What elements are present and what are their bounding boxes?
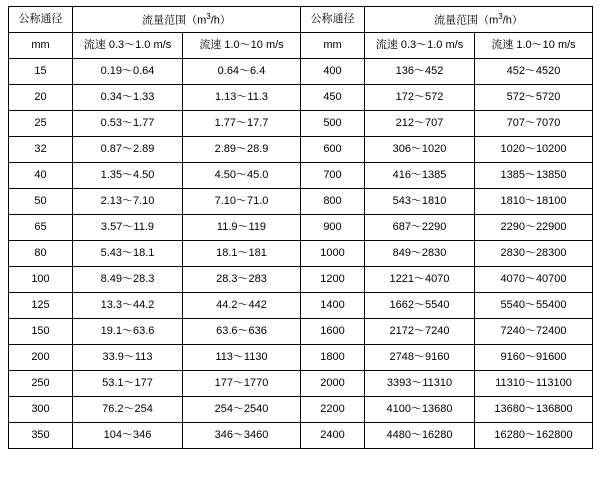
cell-dn-right: 1200	[301, 267, 365, 293]
table-body	[9, 59, 593, 449]
cell-low-left: 3.57～11.9	[73, 215, 183, 241]
table-row	[9, 59, 593, 85]
cell-dn-right: 1600	[301, 319, 365, 345]
cell-dn-left: 350	[9, 423, 73, 449]
table-row	[9, 215, 593, 241]
cell-dn-right: 400	[301, 59, 365, 85]
cell-high-right: 13680～136800	[475, 397, 593, 423]
cell-high-left: 28.3～283	[183, 267, 301, 293]
cell-low-right: 687～2290	[365, 215, 475, 241]
cell-high-left: 0.64～6.4	[183, 59, 301, 85]
header-velocity-high-left: 流速 1.0～10 m/s	[183, 33, 301, 59]
cell-high-left: 4.50～45.0	[183, 163, 301, 189]
table-row	[9, 293, 593, 319]
cell-dn-right: 800	[301, 189, 365, 215]
header-flow-range-right	[365, 7, 593, 33]
cell-low-left: 33.9～113	[73, 345, 183, 371]
cell-high-right: 7240～72400	[475, 319, 593, 345]
cell-high-right: 11310～113100	[475, 371, 593, 397]
cell-dn-left: 50	[9, 189, 73, 215]
cell-low-left: 19.1～63.6	[73, 319, 183, 345]
cell-high-left: 18.1～181	[183, 241, 301, 267]
cell-low-right: 172～572	[365, 85, 475, 111]
cell-low-left: 0.19～0.64	[73, 59, 183, 85]
flow-range-table	[8, 6, 593, 449]
cell-dn-left: 150	[9, 319, 73, 345]
cell-high-left: 1.77～17.7	[183, 111, 301, 137]
cell-dn-left: 200	[9, 345, 73, 371]
cell-low-left: 13.3～44.2	[73, 293, 183, 319]
cell-dn-left: 15	[9, 59, 73, 85]
cell-low-right: 416～1385	[365, 163, 475, 189]
header-flow-range-left	[73, 7, 301, 33]
table-row	[9, 345, 593, 371]
header-velocity-low-right: 流速 0.3～1.0 m/s	[365, 33, 475, 59]
cell-high-right: 16280～162800	[475, 423, 593, 449]
cell-high-right: 9160～91600	[475, 345, 593, 371]
cell-dn-right: 1000	[301, 241, 365, 267]
cell-high-right: 1810～18100	[475, 189, 593, 215]
table-header-row-sub	[9, 33, 593, 59]
cell-low-left: 1.35～4.50	[73, 163, 183, 189]
cell-low-right: 543～1810	[365, 189, 475, 215]
header-flow-range-left-sup: 3	[206, 11, 211, 21]
cell-low-right: 1221～4070	[365, 267, 475, 293]
table-header-row-main	[9, 7, 593, 33]
header-velocity-high-right: 流速 1.0～10 m/s	[475, 33, 593, 59]
cell-low-left: 53.1～177	[73, 371, 183, 397]
cell-dn-left: 20	[9, 85, 73, 111]
cell-low-left: 104～346	[73, 423, 183, 449]
header-unit-mm-left: mm	[9, 33, 73, 59]
table-row	[9, 397, 593, 423]
cell-dn-right: 600	[301, 137, 365, 163]
cell-high-right: 1385～13850	[475, 163, 593, 189]
cell-high-right: 1020～10200	[475, 137, 593, 163]
table-row	[9, 319, 593, 345]
table-row	[9, 163, 593, 189]
cell-dn-left: 32	[9, 137, 73, 163]
header-nominal-diameter-right: 公称通径	[301, 7, 365, 33]
table-row	[9, 267, 593, 293]
cell-high-left: 177～1770	[183, 371, 301, 397]
header-flow-range-right-sup: 3	[498, 11, 503, 21]
cell-dn-right: 900	[301, 215, 365, 241]
cell-low-right: 4100～13680	[365, 397, 475, 423]
table-row	[9, 189, 593, 215]
cell-dn-right: 1400	[301, 293, 365, 319]
table-row	[9, 423, 593, 449]
cell-dn-right: 2000	[301, 371, 365, 397]
cell-dn-right: 2400	[301, 423, 365, 449]
cell-high-right: 707～7070	[475, 111, 593, 137]
cell-low-left: 0.87～2.89	[73, 137, 183, 163]
cell-high-right: 5540～55400	[475, 293, 593, 319]
cell-dn-left: 125	[9, 293, 73, 319]
cell-dn-left: 40	[9, 163, 73, 189]
cell-low-left: 0.34～1.33	[73, 85, 183, 111]
cell-high-left: 63.6～636	[183, 319, 301, 345]
table-row	[9, 111, 593, 137]
cell-high-left: 346～3460	[183, 423, 301, 449]
cell-low-right: 212～707	[365, 111, 475, 137]
cell-high-right: 572～5720	[475, 85, 593, 111]
cell-high-left: 254～2540	[183, 397, 301, 423]
cell-dn-left: 100	[9, 267, 73, 293]
cell-dn-right: 1800	[301, 345, 365, 371]
header-unit-mm-right: mm	[301, 33, 365, 59]
cell-dn-right: 500	[301, 111, 365, 137]
cell-high-right: 452～4520	[475, 59, 593, 85]
cell-dn-left: 80	[9, 241, 73, 267]
cell-high-right: 2830～28300	[475, 241, 593, 267]
table-row	[9, 241, 593, 267]
cell-low-right: 4480～16280	[365, 423, 475, 449]
cell-low-left: 5.43～18.1	[73, 241, 183, 267]
header-velocity-low-left: 流速 0.3～1.0 m/s	[73, 33, 183, 59]
cell-high-right: 4070～40700	[475, 267, 593, 293]
cell-high-right: 2290～22900	[475, 215, 593, 241]
header-flow-range-left-tail: /h）	[210, 14, 231, 27]
cell-high-left: 113～1130	[183, 345, 301, 371]
header-flow-range-right-tail: /h）	[502, 14, 523, 27]
cell-high-left: 1.13～11.3	[183, 85, 301, 111]
header-flow-range-right-text: 流量范围（m	[434, 14, 499, 27]
cell-dn-left: 250	[9, 371, 73, 397]
table-row	[9, 137, 593, 163]
cell-low-right: 306～1020	[365, 137, 475, 163]
header-nominal-diameter-left: 公称通径	[9, 7, 73, 33]
cell-low-right: 136～452	[365, 59, 475, 85]
cell-dn-right: 450	[301, 85, 365, 111]
cell-low-left: 8.49～28.3	[73, 267, 183, 293]
cell-dn-left: 25	[9, 111, 73, 137]
cell-dn-left: 300	[9, 397, 73, 423]
cell-low-right: 2748～9160	[365, 345, 475, 371]
cell-high-left: 11.9～119	[183, 215, 301, 241]
cell-high-left: 7.10～71.0	[183, 189, 301, 215]
header-flow-range-left-text: 流量范围（m	[142, 14, 207, 27]
cell-low-right: 3393～11310	[365, 371, 475, 397]
cell-low-right: 1662～5540	[365, 293, 475, 319]
cell-low-left: 76.2～254	[73, 397, 183, 423]
table-row	[9, 371, 593, 397]
cell-low-right: 849～2830	[365, 241, 475, 267]
cell-dn-right: 2200	[301, 397, 365, 423]
cell-low-right: 2172～7240	[365, 319, 475, 345]
cell-low-left: 0.53～1.77	[73, 111, 183, 137]
cell-high-left: 44.2～442	[183, 293, 301, 319]
cell-high-left: 2.89～28.9	[183, 137, 301, 163]
cell-dn-left: 65	[9, 215, 73, 241]
cell-low-left: 2.13～7.10	[73, 189, 183, 215]
cell-dn-right: 700	[301, 163, 365, 189]
table-row	[9, 85, 593, 111]
